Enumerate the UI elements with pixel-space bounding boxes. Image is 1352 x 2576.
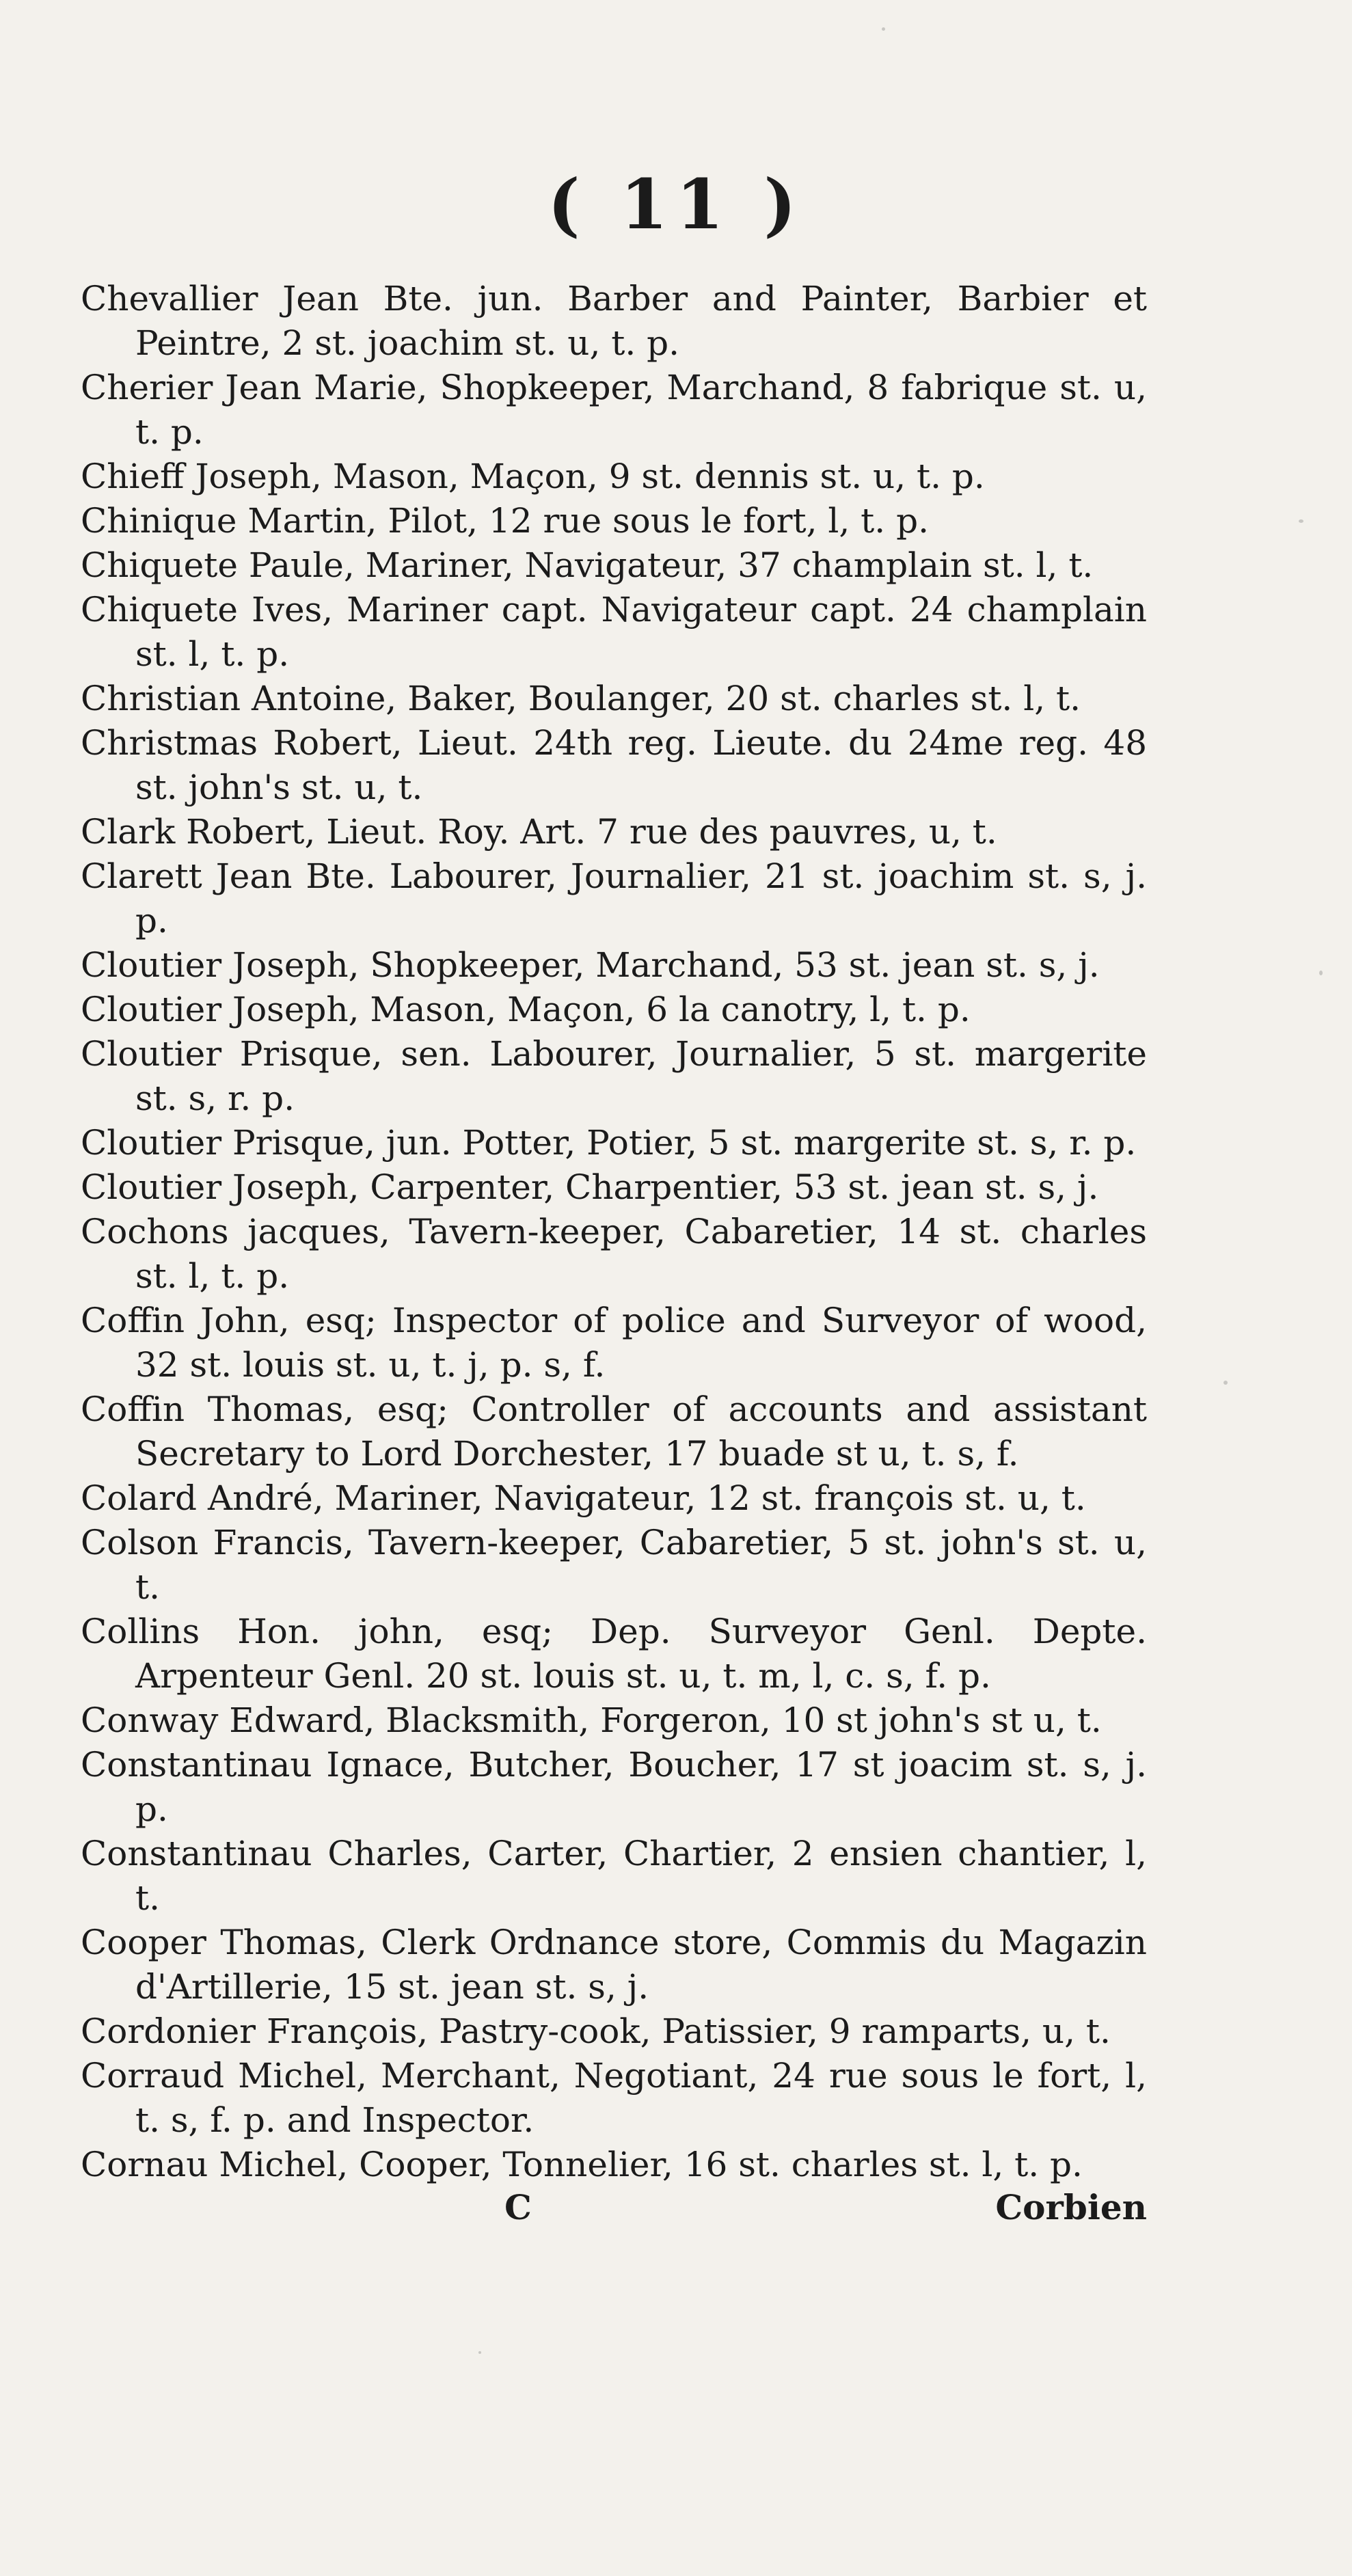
page-number: ( 11 )	[547, 164, 805, 245]
page-footer	[81, 2187, 1147, 2235]
directory-entry: Chinique Martin, Pilot, 12 rue sous le fort, l, t. p.	[81, 501, 929, 541]
directory-entry: Cloutier Joseph, Shopkeeper, Marchand, 53 st. jean st. s, j.	[81, 945, 1100, 985]
directory-entry: Constantinau Charles, Carter, Chartier, 2 ensien chantier, l, t.	[81, 1834, 1147, 1918]
catchword: Corbien	[995, 2187, 1147, 2227]
directory-entry: Cloutier Prisque, jun. Potter, Potier, 5 st. margerite st. s, r. p.	[81, 1123, 1137, 1163]
directory-entry: Chiquete Paule, Mariner, Navigateur, 37 champlain st. l, t.	[81, 545, 1094, 585]
directory-entry: Christmas Robert, Lieut. 24th reg. Lieute. du 24me reg. 48 st. john's st. u, t.	[81, 723, 1147, 807]
directory-entry: Cloutier Joseph, Mason, Maçon, 6 la canotry, l, t. p.	[81, 990, 971, 1029]
directory-entry: Clark Robert, Lieut. Roy. Art. 7 rue des pauvres, u, t.	[81, 812, 997, 852]
directory-entry: Chevallier Jean Bte. jun. Barber and Painter, Barbier et Peintre, 2 st. joachim st. u, t. p.	[81, 279, 1147, 363]
directory-entry: Cornau Michel, Cooper, Tonnelier, 16 st. charles st. l, t. p.	[81, 2145, 1083, 2184]
directory-entry: Cochons jacques, Tavern-keeper, Cabaretier, 14 st. charles st. l, t. p.	[81, 1212, 1147, 1296]
directory-entry: Conway Edward, Blacksmith, Forgeron, 10 st john's st u, t.	[81, 1700, 1102, 1740]
paper-speck	[882, 27, 885, 31]
directory-entry: Cherier Jean Marie, Shopkeeper, Marchand, 8 fabrique st. u, t. p.	[81, 368, 1147, 452]
directory-entry: Coffin Thomas, esq; Controller of accounts and assistant Secretary to Lord Dorchester, 17 buade st u, t. s, f.	[81, 1389, 1147, 1474]
signature-mark: C	[504, 2187, 532, 2227]
directory-entry: Constantinau Ignace, Butcher, Boucher, 17 st joacim st. s, j. p.	[81, 1745, 1147, 1829]
paper-speck	[1319, 971, 1323, 975]
paper-speck	[1299, 519, 1303, 523]
directory-entry: Cordonier François, Pastry-cook, Patissier, 9 ramparts, u, t.	[81, 2011, 1111, 2051]
directory-entry: Colard André, Mariner, Navigateur, 12 st. françois st. u, t.	[81, 1478, 1086, 1518]
directory-entry: Cloutier Prisque, sen. Labourer, Journalier, 5 st. margerite st. s, r. p.	[81, 1034, 1147, 1118]
directory-entry: Clarett Jean Bte. Labourer, Journalier, 21 st. joachim st. s, j. p.	[81, 856, 1147, 940]
directory-entry: Chieff Joseph, Mason, Maçon, 9 st. dennis st. u, t. p.	[81, 457, 985, 496]
directory-entry: Cloutier Joseph, Carpenter, Charpentier, 53 st. jean st. s, j.	[81, 1167, 1099, 1207]
directory-entry: Colson Francis, Tavern-keeper, Cabaretier, 5 st. john's st. u, t.	[81, 1523, 1147, 1607]
directory-entries	[81, 277, 1147, 2187]
directory-entry: Collins Hon. john, esq; Dep. Surveyor Genl. Depte. Arpenteur Genl. 20 st. louis st. u, t. m, l, c. s, f. p.	[81, 1612, 1147, 1696]
paper-speck	[1223, 1381, 1228, 1385]
directory-entry: Christian Antoine, Baker, Boulanger, 20 st. charles st. l, t.	[81, 679, 1081, 718]
paper-speck	[478, 2351, 481, 2354]
directory-entry: Corraud Michel, Merchant, Negotiant, 24 rue sous le fort, l, t. s, f. p. and Inspector.	[81, 2056, 1147, 2140]
directory-entry: Chiquete Ives, Mariner capt. Navigateur capt. 24 champlain st. l, t. p.	[81, 590, 1147, 674]
directory-entry: Coffin John, esq; Inspector of police and Surveyor of wood, 32 st. louis st. u, t. j, p. s, f.	[81, 1301, 1147, 1385]
directory-entry: Cooper Thomas, Clerk Ordnance store, Commis du Magazin d'Artillerie, 15 st. jean st. s, j.	[81, 1923, 1147, 2007]
